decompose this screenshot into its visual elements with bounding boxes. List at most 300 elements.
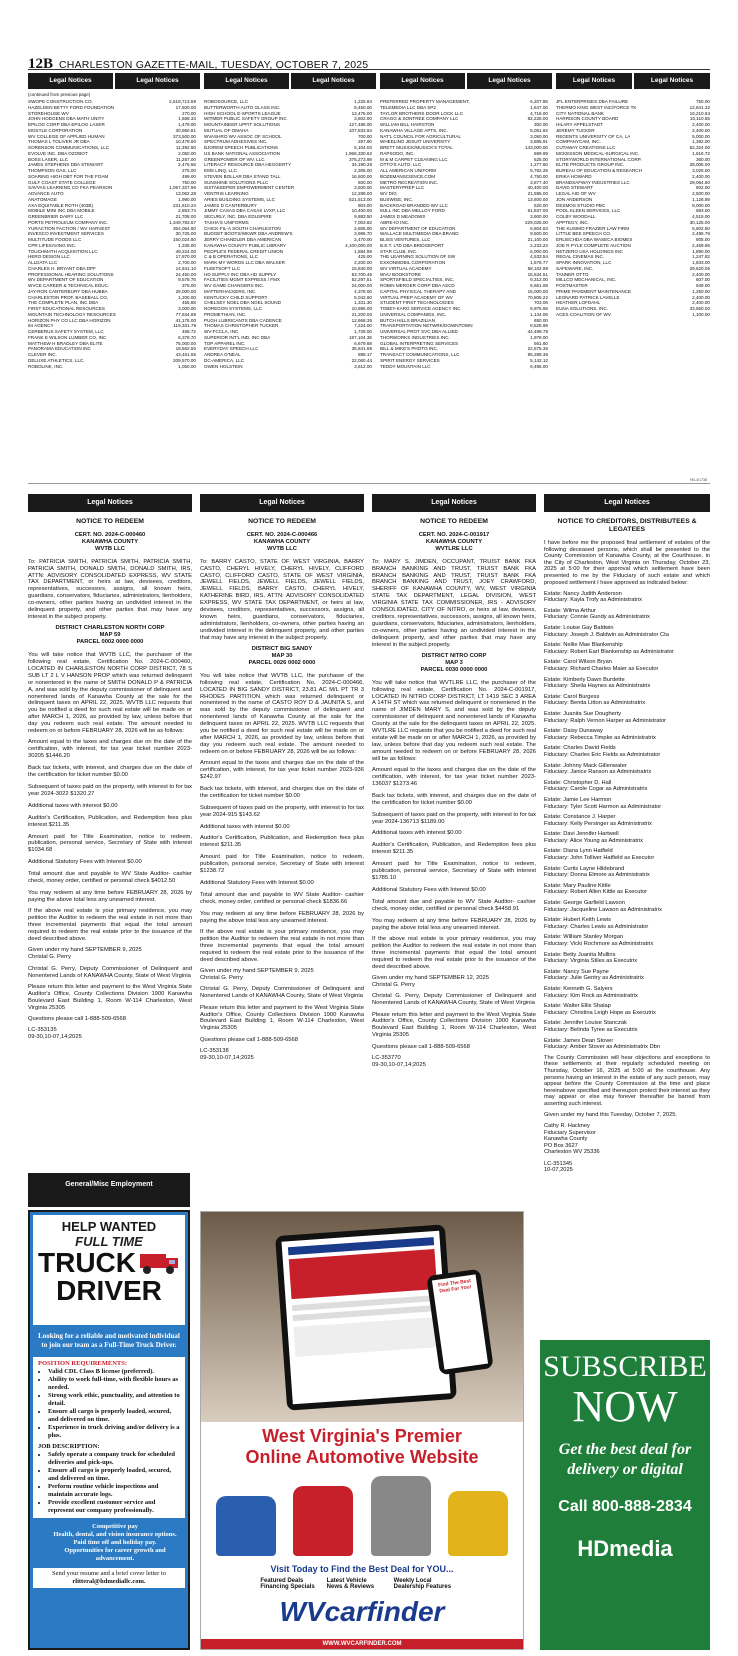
sub-phone[interactable]: Call 800-888-2834	[558, 1498, 692, 1515]
vendor-amount: 85,288.36	[527, 352, 548, 357]
vendor-name: BOSS LASER, LLC	[28, 156, 69, 162]
vendor-name: AXA EQUITABLE ROTH (403B)	[28, 202, 94, 208]
hw-email[interactable]: rlitteral@hdmediallc.com.	[72, 1578, 146, 1585]
estate-entry	[544, 969, 710, 982]
vendor-name: BUTTERWORTH AUTO GLASS INC.	[204, 104, 281, 110]
vendor-amount: 6,495.00	[530, 363, 548, 369]
notice-column-1	[28, 494, 192, 1046]
hw-job-title: JOB DESCRIPTION:	[38, 1443, 100, 1450]
vendor-name: EPILOG CORP DBA EPILOG LASER	[28, 122, 105, 127]
ad-visit: Visit Today to Find the Best Deal for YOU...	[270, 1564, 454, 1574]
vendor-name: ERLIECHDA DBA WASECA BIOMES	[556, 237, 633, 242]
vendor-amount: 12,641.32	[689, 104, 710, 110]
lc-dates: 09-30,10-07,14;2025	[372, 1062, 426, 1068]
fiduciary: Fiduciary: Julie Gentry as Administratrix	[544, 975, 644, 982]
sub-line3: Get the best deal for	[558, 1441, 692, 1458]
estate-name: Estate: Betty Juanita Mullins	[544, 951, 616, 958]
deputy: Christal G. Perry, Deputy Commissioner of Delinquent and Nonentered Lands of KANAWHA County, State of West Virginia	[200, 986, 364, 1000]
vendor-amount: 2,700.00	[178, 260, 196, 265]
vendor-name: WV DIG	[380, 191, 397, 196]
vendor-name: ELITE PRODUCTS GROUP INC.	[556, 162, 625, 168]
estate-entry	[544, 642, 710, 655]
vendor-name: LITERACY RESOURCE DBA HEGGERTY	[204, 162, 292, 168]
map: MAP 59	[99, 632, 121, 639]
amount-line: Auditor's Certification, Publication, and Redemption fees plus interest $211.35	[200, 835, 364, 849]
divider	[28, 483, 710, 484]
creditors-intro: I have before me the proposed final settlement of estates of the following deceased persons, which shall be presented to the County Commission of Kanawha County, at the Courthouse, in the City of Charleston, West Virginia on Thursday, October 23, 2025 at 5:00 for their approval which settlement have been presented to me by the Fiduciary of such estate and which proposed settlement I have approved as indicated below:	[544, 540, 710, 586]
signer: Christal G. Perry	[372, 981, 415, 988]
truck-icon	[140, 1250, 180, 1276]
vendor-amount: 24,000.00	[351, 283, 372, 288]
vendor-amount: 34,190.28	[351, 162, 372, 168]
vendor-amount: 9,578.75	[178, 277, 196, 283]
vendor-amount: 364,064.50	[173, 225, 196, 231]
vendor-name: BJOREM SPEECH PUBLICATIONS	[204, 145, 278, 150]
vendor-name: SECURLY, INC. DBA EDUSPIRE	[204, 214, 272, 219]
vendor-name: PANORAMA EDUCATION INC	[28, 346, 91, 352]
vendor-name: WV GAME CHANGERS INC.	[204, 283, 264, 288]
vendor-amount: 3,050.00	[530, 133, 548, 139]
vendor-amount: 3,877.40	[530, 179, 548, 185]
vendor-amount: 2,805.00	[354, 225, 372, 231]
notice-body: You will take notice that WVTB LLC, the purchaser of the following real estate, Certification No. 2024-C-000460, LOCATED IN CHARLESTON NORTH CORP DISTRICT, 78 S SUB LT 2 L V HANSON PROP which was returned delinquent or nonentered in the name of SMITH DONALD P & PATRICIA A, and was sold by the deputy commissioner of delinquent and nonentered lands of Kanawha County at the sale for the delinquent taxes on APRIL 22, 2025. WVTB LLC requests that you be notified a deed for such real estate will be made on or after MARCH 1, 2026, as provided by law, unless before that day you redeem such real estate. The amount needed to redeem on or before FEBRUARY 28, 2026 will be as follows:	[28, 652, 192, 735]
vendor-amount: 2,476.56	[178, 162, 196, 168]
vendor-name: MULTITUDE FOODS LLC	[28, 237, 82, 242]
vendor-name: THE KUSIMO FRAZIER LAW FIRM	[556, 225, 630, 231]
vendor-amount: 53,700.46	[351, 271, 372, 277]
estate-entry	[544, 1038, 710, 1051]
redeem-notice	[28, 518, 192, 1041]
vendor-name: THE COMPLETE PLAN, INC DBA	[28, 300, 99, 306]
estate-name: Estate: George Garfield Lawson	[544, 900, 625, 907]
vendor-amount: 373,500.00	[173, 133, 196, 139]
vendor-amount: 1,349,783.57	[169, 219, 196, 225]
fiduciary: Fiduciary: Robert Allen Kittle as Executor	[544, 889, 648, 896]
ad-headline-2: Online Automotive Website	[245, 1447, 479, 1467]
vendor-name: PROFESSIONAL HEARING SOLUTIONS	[28, 271, 114, 277]
vendor-amount: 2,233.23	[530, 242, 548, 248]
estate-name: Estate: Charles David Fields	[544, 745, 616, 752]
vendor-amount: 12,289.00	[351, 191, 372, 196]
vendor-name: YURACTION FACTION / WV HARVEST	[28, 225, 111, 231]
estate-name: Estate: William Stanley Morgan	[544, 934, 624, 941]
vendor-name: RAPSODO, INC.	[380, 150, 415, 156]
lc-block	[372, 1055, 536, 1069]
vendor-name: PREFERRED PROPERTY MANAGEMENT,	[380, 99, 470, 104]
vendor-amount: 1,884.59	[354, 248, 372, 254]
vendor-amount: 520.00	[533, 202, 548, 208]
amount-line: Total amount due and payable to WV State Auditor- cashier check, money order, certified or personal check $4458.91	[372, 898, 536, 912]
lc-dates: 09-30,10-07,14;2025	[200, 1055, 254, 1062]
vendor-amount: 28,000.00	[175, 288, 196, 294]
vendor-name: BLISS VENTURES, LLC	[380, 237, 431, 242]
amount-line: Additional Statutory Fees with Interest $0.00	[28, 859, 142, 866]
estate-entry	[544, 917, 710, 930]
phone-screen: Find The Best Deal For You!	[432, 1274, 488, 1369]
vendor-name: ANATOMAGE	[28, 196, 57, 202]
vendor-name: POOL KLEEN SERVICES, LLC	[556, 208, 621, 214]
vendor-name: STEVEN BOLLAR DBA STAND TALL	[204, 173, 281, 179]
holder: WVTB LLC	[267, 545, 297, 552]
page-number: 12B	[28, 56, 54, 72]
vendor-name: NETZERO USA HOLDINGS INC	[556, 248, 623, 254]
vendor-amount: 561.60	[533, 340, 548, 346]
estate-name: Estate: Carol Wilson Bryan	[544, 659, 612, 666]
amount-line: Additional taxes with interest $0.00	[28, 802, 118, 809]
county: KANAWHA COUNTY	[425, 538, 483, 545]
vendor-amount: 8,528.99	[530, 323, 548, 329]
page-header	[28, 56, 710, 70]
notice-column-2	[200, 494, 364, 1067]
may-redeem: You may redeem at any time before FEBRUARY 28, 2026 by paying the above total less any unearned interest.	[28, 889, 192, 903]
creditors-closing: The County Commission will hear objections and exceptions to these settlements at their regularly scheduled meeting on Thursday, October 16, 2025 at 5:00 at the courthouse. Any persons having an interest in the estate of any such person, may appear before the County Commission at the time and place hereinabove specified and thereupon protect their interest as they may appear or else may forever thereafter be barred from asserting such interest.	[544, 1054, 710, 1107]
vendor-name: JIMMY CASAS DBA CASAS LVXP, LLC	[204, 208, 286, 214]
banner-label: Legal Notices	[115, 73, 200, 89]
vendor-name: INVESCO INVESTMENT SERVICES	[28, 231, 104, 237]
fiduciary: Fiduciary: Alice Young as Administratrix	[544, 837, 643, 844]
vendor-amount: 3,802.00	[354, 116, 372, 122]
vendor-name: EVOLVE INC. DBA OZOBOT	[28, 150, 88, 156]
vendor-name: KANAWHA VILLAGE APTS, INC.	[380, 127, 448, 133]
hw-truck-row	[33, 1249, 185, 1277]
ad-cars	[207, 1476, 517, 1556]
vendor-amount: 1,479.00	[178, 122, 196, 127]
vendor-name: US BANK NATIONAL ASSOCIATION	[204, 150, 280, 156]
masthead-title: CHARLESTON GAZETTE-MAIL, TUESDAY, OCTOBER 7, 2025	[59, 59, 369, 71]
vendor-amount: 197,104.36	[349, 334, 372, 340]
notice-title: NOTICE TO REDEEM	[420, 518, 488, 525]
banner-label: Legal Notices	[380, 73, 465, 89]
banner-label: Legal Notices	[291, 73, 376, 89]
signature-line: Cathy R. Hackney	[544, 1123, 590, 1130]
vendor-amount: 29,064.60	[689, 179, 710, 185]
estate-name: Estate: Carol Burgess	[544, 693, 600, 700]
addressees: To: BARRY CASTO, STATE OF WEST VIRGINIA, BARRY CASTO, CHERYL HIVELY, CHERYL HIVELY, CLIFFORD CASTO, CLIFFORD CASTO, STATE OF WEST VIRGINIA, JEWELL FIELDS, JEWELL FIELDS, JEWELL FIELDS, JEWELL FIELDS, BARRY CASTO, CHERYL HIVELY, KATHERINE BIRD, IRS, ATTN: ADVISORY CONSOLIDATED EXPRESS, WV STATE TAX DEPARTMENT, or heirs at law, devisees, creditors, representatives, successors, assigns, all known heirs, guardians, conservators, fiduciaries, administrators, lienholders, co-owners, other parties having an undivided interest in the delinquent property, and other parties that may have any interest in the subject property.	[200, 558, 364, 641]
vendor-amount: 6,378.70	[178, 334, 196, 340]
vendor-amount: 1,247.82	[692, 254, 710, 260]
vendor-name: NOREGON SYSTEMS, LLC	[204, 306, 262, 311]
list-row	[556, 312, 710, 318]
vendor-amount: 1,335.00	[178, 242, 196, 248]
vendor-amount: 127,486.00	[349, 122, 372, 127]
vendor-name: WVU BOOKSTORE	[380, 271, 422, 277]
estate-name: Estate: Constance J. Harper	[544, 814, 616, 821]
district: DISTRICT CHARLESTON NORTH CORP	[55, 625, 165, 632]
amount-line: Amount equal to the taxes and charges due on the date of the certification, with interest, for tax year ticket number 2023-136037 $1273.46	[372, 767, 536, 787]
vendor-name: FLEETSOFT LLC	[204, 265, 241, 271]
vendor-name: MOSYLE CORPORATION	[28, 127, 83, 133]
vendor-name: HERO DESIGN LLC	[28, 254, 70, 260]
hw-truck: TRUCK	[38, 1247, 136, 1278]
estate-name: Estate: Diana Lynn Hatfield	[544, 848, 613, 855]
vendor-name: TRANSPORTATION NETWRK/DOWNTOWN	[380, 323, 473, 329]
vendor-name: SPECTRUM ADHESIVES INC.	[204, 139, 268, 145]
vendor-amount: 1,100.00	[692, 311, 710, 317]
vendor-name: BRANDSAFWAY INDUSTRIES LLC	[556, 179, 630, 185]
vendor-name: SAFEWARE, INC.	[556, 265, 594, 271]
hdmedia-logo: HDmedia	[577, 1536, 673, 1561]
vendor-name: ADVANCE AUTO	[28, 191, 64, 196]
vendor-amount: 300.00	[533, 122, 548, 127]
vendor-name: 84 AGENCY	[28, 323, 54, 329]
vendor-name: CHELSEY NOEL DBA NOEL SOUND	[204, 300, 281, 306]
tablet-screen	[282, 1231, 451, 1405]
vendor-amount: 4,750.00	[530, 173, 548, 179]
vendor-name: ARIES BUILDING SYSTEMS, LLC	[204, 196, 275, 202]
fiduciary: Fiduciary: John Tolliver Hatfield as Executor	[544, 855, 655, 862]
cert-block	[28, 532, 192, 553]
vendor-amount: 4,716.00	[530, 110, 548, 116]
vendor-name: TOUCHMATH ACQUISITION LLC	[28, 248, 98, 254]
ad-brand-logo: WVcarfinder	[279, 1596, 445, 1627]
vendor-name: PUGH LUBRICANTS DBA CADENCE	[204, 317, 282, 323]
banner-label: Legal Notices	[204, 73, 289, 89]
vendor-amount: 10,995.00	[351, 306, 372, 311]
vendor-name: M & M CARPET CLEANING LLC	[380, 156, 448, 162]
vendor-name: DC-AMERICA, LLC	[204, 357, 245, 363]
vendor-amount: 949.00	[695, 283, 710, 288]
hw-requirements	[33, 1357, 185, 1518]
legal-notices-header: Legal Notices	[200, 494, 364, 512]
fiduciary: Fiduciary: Jacqueline Lawson as Administratrix	[544, 906, 662, 913]
amount-line: Back tax tickets, with interest, and charges due on the date of the certification for ticket number $0.00	[28, 765, 192, 779]
vendor-amount: 1,392.00	[692, 139, 710, 145]
vendor-amount: 1,668.33	[178, 116, 196, 122]
estate-name: Estate: James Dean Stover	[544, 1037, 614, 1044]
vendor-amount: 375,273.98	[349, 156, 372, 162]
vendor-name: WV COLLEGE OF APPLIED HUMAN	[28, 133, 105, 139]
vendor-name: HARRISON COUNTY BOARD	[556, 116, 619, 122]
district-block	[200, 646, 364, 667]
given-block	[28, 947, 192, 961]
vendor-list-2	[204, 99, 372, 369]
vendor-amount: 143,000.00	[525, 145, 548, 150]
vendor-amount: 43,461.65	[175, 352, 196, 357]
vendor-name: TEDDY MOUNTAIN LLC	[380, 363, 431, 369]
given-date: Given under my hand SEPTEMBER 9, 2025	[200, 968, 314, 975]
estate-entry	[544, 934, 710, 947]
vendor-amount: 6,312.00	[530, 277, 548, 283]
vendor-amount: 119,331.79	[173, 323, 196, 329]
primary-residence: If the above real estate is your primary residence, you may petition the Auditor to redeem the real estate in not more than three incremental payments that equal the total amount required to redeem the real estate prior to the issuance of the deed described above.	[372, 935, 536, 970]
vendor-amount: 10,400.00	[351, 208, 372, 214]
ad-url[interactable]: WWW.WVCARFINDER.COM	[201, 1639, 523, 1649]
vendor-name: MOUNTAIN TECHNOLOGY RESOURCES	[28, 311, 116, 317]
estate-name: Estate: Nancy Judith Anderson	[544, 590, 622, 597]
vendor-amount: 17,870.00	[175, 254, 196, 260]
estate-entry	[544, 728, 710, 741]
vendor-amount: 699.99	[533, 150, 548, 156]
fiduciary: Fiduciary: Charles Eric Fields as Administrator	[544, 751, 661, 758]
hw-title-block	[33, 1215, 185, 1325]
estate-entry	[544, 866, 710, 879]
fiduciary: Fiduciary: Kim Rock as Administratrix	[544, 992, 638, 999]
vendor-name: STORYWORLD INTERNATIONAL CORP.	[556, 156, 642, 162]
vendor-name: THOMPSON GAS, LLC	[28, 168, 77, 173]
vendor-name: ROBIN MERGER CORP DBA ASCD	[380, 283, 455, 288]
vendor-name: VIRTUAL PREP ACADEMY OF WV	[380, 294, 453, 300]
vendor-name: ANDREA O'NEAL	[204, 352, 241, 357]
vendor-amount: 375.00	[181, 283, 196, 288]
vendor-amount: 683.00	[695, 208, 710, 214]
vendor-name: PRIME PAVEMENT MAINTENANCE	[556, 288, 632, 294]
estate-entry	[544, 797, 710, 810]
vendor-name: FIRST EDUCATIONAL RESOURCES	[28, 306, 105, 311]
vendor-amount: 16,500.00	[351, 173, 372, 179]
vendor-list-3	[380, 99, 548, 369]
banner-label: Legal Notices	[556, 73, 632, 89]
questions: Questions please call 1-888-509-6568	[200, 1036, 298, 1043]
vendor-amount: 1,331.30	[354, 300, 372, 306]
amount-line: Back tax tickets, with interest, and charges due on the date of the certification for ticket number $0.00	[372, 792, 536, 806]
cert-block	[372, 532, 536, 553]
vendor-amount: 209,570.00	[173, 357, 196, 363]
vendor-name: MOBILE MINI INC DBA MOBILE	[28, 208, 95, 214]
vendor-amount: 5,762.25	[530, 168, 548, 173]
addressees: To: MARY S. JIMDEN, OCCUPANT, TRUIST BANK FKA BRANCH BANKING AND TRUST, TRUIST BANK FKA BRANCH BANKING AND TRUST, TRUIST BANK FKA BRANCH BANKING AND TRUST, JOEY CRAWFORD, SHERIFF OF KANAWHA COUNTY, WV, WEST VIRGINIA STATE TAX DEPARTMENT, LEGAL DIVISION, WEST VIRGINIA STATE TAX COMMISSIONER, IRS - ADVISORY CONSOLIDATED, CITY OF NITRO, or heirs at law, devisees, creditors, representatives, successors, assigns, all known heirs, guardians, conservators, fiduciaries, administrators, lienholders, co-owners, other parties having an undivided interest in the delinquent property, and other parties that may have any interest in the subject property.	[372, 558, 536, 648]
signature-line: PO Box 3627	[544, 1142, 578, 1149]
vendor-amount: 275.00	[181, 168, 196, 173]
amount-line: Subsequent of taxes paid on the property, with interest to for tax year 2024-915 $143.62	[200, 804, 364, 818]
vendor-name: BUTCH HILLS BRAZILIAN	[380, 317, 435, 323]
vendor-name: BACKROAD BRANDED WV LLC	[380, 202, 448, 208]
vendor-amount: 5,142.12	[530, 357, 548, 363]
lc-number: LC-353138	[200, 1048, 229, 1055]
estate-entry	[544, 625, 710, 638]
given-date: Given under my hand SEPTEMBER 12, 2025	[372, 974, 489, 981]
vendor-name: MATTERHACKERS, INC.	[204, 288, 257, 294]
vendor-name: DESMOS STUDIO PBC	[556, 202, 606, 208]
estate-entry	[544, 677, 710, 690]
primary-residence: If the above real estate is your primary residence, you may petition the Auditor to redeem the real estate in not more than three incremental payments that equal the total amount required to redeem the real estate prior to the issuance of the deed described above.	[28, 908, 192, 942]
req-item: • Valid CDL Class B license (preferred).	[48, 1368, 180, 1376]
banner-label: Legal Notices	[28, 73, 113, 89]
vendor-name: WHEELING JESUIT UNIVERSITY	[380, 139, 451, 145]
fiduciary: Fiduciary: Sheila Haynes as Administratrix	[544, 683, 651, 690]
screen-hero	[289, 1249, 437, 1299]
ben-item: Competitive pay	[92, 1523, 138, 1530]
estate-name: Estate: Walter Ellis Shalap	[544, 1003, 611, 1010]
vendor-name: JON ANDERSON	[556, 196, 593, 202]
district: DISTRICT NITRO CORP	[421, 653, 487, 659]
estate-entry	[544, 1020, 710, 1033]
signer: Christal G. Perry	[200, 974, 243, 981]
vendor-name: THOMAS L TOLIVER JR DBA	[28, 139, 90, 145]
vendor-amount: 35,841.69	[351, 346, 372, 352]
amount-line: Subsequent of taxes paid on the property, with interest to for tax year 2024-136713 $1189.00	[372, 811, 536, 825]
ad-photo	[201, 1212, 523, 1422]
vendor-name: CUTAWAY CREATIONS LLC	[556, 145, 616, 150]
vendor-name: KANAWHA COUNTY PUBLIC LIBRARY	[204, 242, 287, 248]
map: MAP 3	[445, 659, 463, 666]
fiduciary: Fiduciary: Connie Gundy as Administratrix	[544, 614, 650, 621]
cert-number: CERT. NO. 2024-C-000466	[246, 532, 318, 538]
amount-line: Amount paid for Title Examination, notice to redeem, publication, personal service, Secretary of State with interest $1238.72	[200, 854, 364, 875]
legal-notices-banner	[380, 73, 552, 89]
vendor-amount: 41,175.00	[175, 317, 196, 323]
vendor-amount: 499.00	[181, 173, 196, 179]
ad-feature: Latest Vehicle News & Reviews	[326, 1578, 375, 1590]
vendor-name: REGAL CINEMAS INC.	[556, 254, 605, 260]
vendor-name: EUNA SOLUTIONS, INC.	[556, 306, 609, 311]
notice-body: You will take notice that WVTLRE LLC, the purchaser of the following real estate, Certification No. 2024-C-001917, LOCATED IN NITRO CORP DISTRICT, LT 1419 SEC 3 AREA A 14TH ST which was returned delinquent or nonentered in the name of JIMDEN MARY S, and was sold by the deputy commissioner of delinquent and nonentered lands of Kanawha County at the sale for the delinquent taxes on APRIL 22, 2025. WVTLRE LLC requests that you be notified a deed for such real estate will be made on or after MARCH 1, 2026, as provided by law, unless before that day you redeem such real estate. The amount needed to redeem on or before FEBRUARY 28, 2026 will be as follows:	[372, 679, 536, 762]
vendor-name: PROMETHIAN, INC.	[204, 311, 247, 317]
vendor-name: PEOPLE'S FEDERAL CREDIT UNION	[204, 248, 283, 254]
vendor-amount: 229,025.00	[525, 219, 548, 225]
vendor-amount: 150,024.50	[173, 237, 196, 242]
vendor-amount: 2,400.00	[692, 300, 710, 306]
vendor-name: CAPITAL PHYSICAL THERAPY AND	[380, 288, 456, 294]
car-image	[293, 1486, 353, 1556]
sub-line2: NOW	[572, 1382, 678, 1431]
signature-line: Fiduciary Supervisor	[544, 1129, 596, 1136]
vendor-amount: 1,990.00	[178, 196, 196, 202]
vendor-name: ALL AMERICAN UNIFORM	[380, 168, 436, 173]
vendor-name: BUSWISE, INC.	[380, 196, 413, 202]
vendor-amount: 30,960.81	[175, 127, 196, 133]
estate-entry	[544, 763, 710, 776]
ben-item: Opportunities for career growth and advancement.	[64, 1547, 166, 1562]
vendor-amount: 14,641.10	[175, 265, 196, 271]
ad-feature: Weekly Local Dealership Features	[393, 1578, 452, 1590]
vendor-amount: 297.90	[357, 139, 372, 145]
fiduciary: Fiduciary: Joseph J. Baldwin as Administrator Cta	[544, 631, 669, 638]
vendor-name: B.E.T. LTD DBA BRIDGEPORT	[380, 242, 444, 248]
estate-name: Estate: Wilma Arthur	[544, 607, 596, 614]
vendor-name: BUREAU OF EDUCATION & RESEARCH	[556, 168, 642, 173]
vendor-amount: 1,050.00	[178, 363, 196, 369]
sub-line1: SUBSCRIBE	[543, 1350, 707, 1383]
hw-head: HELP WANTED	[61, 1219, 157, 1234]
lc-number: LC-353770	[372, 1055, 401, 1062]
vendor-amount: 16,210.63	[689, 110, 710, 116]
vendor-amount: 2,500.00	[692, 191, 710, 196]
continued-note: (continued from previous page)	[28, 92, 91, 97]
vendor-amount: 602.00	[695, 185, 710, 191]
vendor-amount: 1,134.06	[530, 311, 548, 317]
vendor-amount: 4,533.54	[530, 254, 548, 260]
vendor-name: DELUXE ATHLETICS, LLC.	[28, 357, 85, 363]
amount-line: Additional Statutory Fees with Interest $0.00	[200, 879, 314, 886]
hw-driver: DRIVER	[56, 1275, 162, 1306]
vendor-name: JAMES D CANTERBURY	[204, 202, 257, 208]
vendor-amount: 22,575.36	[527, 346, 548, 352]
vendor-amount: 21,595.00	[527, 191, 548, 196]
req-item: • Ensure all cargo is properly loaded, secured, and delivered on time.	[48, 1408, 180, 1424]
vendor-name: CRAGG & SONTREE COMPANY LLC	[380, 116, 459, 122]
vendor-name: UNIVERSAL PROT SVC DBA ALLIED	[380, 329, 458, 334]
vendor-name: THOMAS CHRISTOPHER TUCKER	[204, 323, 279, 329]
vendor-amount: 21,100.00	[527, 237, 548, 242]
vendor-amount: 2,518,713.59	[169, 99, 196, 104]
vendor-amount: 4,515.00	[692, 214, 710, 219]
vendor-amount: 1,966,330.62	[345, 150, 372, 156]
vendor-name: ACES COALITION OF WV	[556, 311, 611, 317]
vendor-name: CLEVER INC.	[28, 352, 57, 357]
county: KANAWHA COUNTY	[253, 538, 311, 545]
lc-number: LC-351345	[544, 1160, 573, 1167]
amount-line: Amount paid for Title Examination, notice to redeem, publication, personal service, Secretary of State with interest $1785.10	[372, 861, 536, 881]
notice-column-3	[372, 494, 536, 1073]
estate-entry	[544, 608, 710, 621]
screen-cars	[293, 1317, 441, 1357]
ad-id: HD-4I1738	[690, 478, 707, 482]
vendor-amount: 750.00	[181, 179, 196, 185]
vendor-amount: 425.00	[357, 254, 372, 260]
vendor-amount: 33,550.00	[689, 306, 710, 311]
vendor-name: JAY-RON CANTERBURY DBA HUBBA	[28, 288, 108, 294]
vendor-name: TOP APPAREL INC.	[204, 340, 246, 346]
